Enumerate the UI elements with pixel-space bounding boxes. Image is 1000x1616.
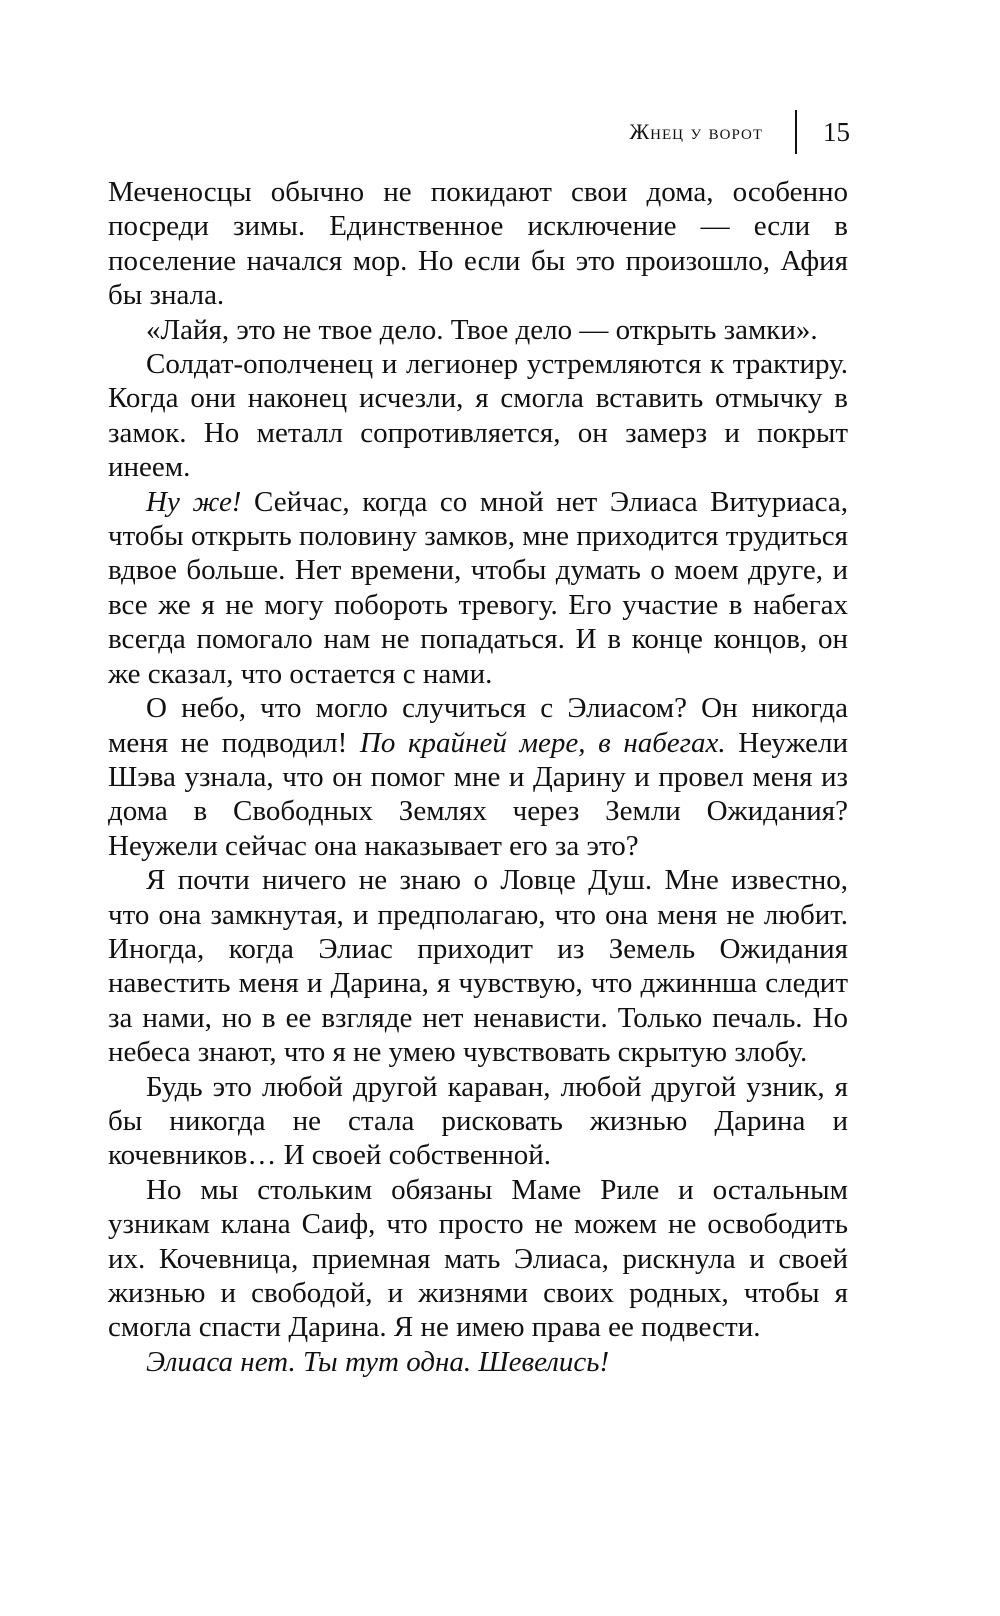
- paragraph: [108, 691, 848, 863]
- page-number: 15: [823, 116, 850, 147]
- paragraph-text: Будь это любой другой караван, любой другой узник, я бы никогда не стала рисковать жизнью Дарина и кочевников… И своей собственной.: [108, 1070, 848, 1172]
- paragraph: [108, 485, 848, 691]
- paragraph-text: Меченосцы обычно не покидают свои дома, особенно посреди зимы. Единственное исключение — если в поселение начался мор. Но если бы это произошло, Афия бы знала.: [108, 176, 848, 312]
- paragraph-text: «Лайя, это не твое дело. Твое дело — открыть замки».: [146, 313, 818, 346]
- paragraph: [108, 175, 848, 313]
- body-text: [108, 175, 848, 1379]
- paragraph: [108, 1345, 848, 1379]
- paragraph-text: Сейчас, когда со мной нет Элиаса Витуриаса, чтобы открыть половину замков, мне приходится трудиться вдвое больше. Нет времени, чтобы думать о моем друге, и все же я не могу побороть тревогу. Его участие в набегах всегда помогало нам не попадаться. И в конце концов, он же сказал, что остается с нами.: [108, 485, 848, 690]
- paragraph-text: Но мы стольким обязаны Маме Риле и остальным узникам клана Саиф, что просто не можем не освободить их. Кочевница, приемная мать Элиаса, рискнула и своей жизнью и свободой, и жизнями своих родных, чтобы я смогла спасти Дарина. Я не имею права ее подвести.: [108, 1173, 848, 1344]
- paragraph-text: Солдат-ополченец и легионер устремляются к трактиру. Когда они наконец исчезли, я смогла вставить отмычку в замок. Но металл сопротивляется, он замерз и покрыт инеем.: [108, 348, 848, 484]
- paragraph: [108, 863, 848, 1069]
- italic-phrase: Элиаса нет. Ты тут одна. Шевелись!: [146, 1345, 610, 1378]
- paragraph-text: О небо, что могло случиться с Элиасом? Он никогда меня не подводил!: [108, 692, 848, 759]
- paragraph-text: Я почти ничего не знаю о Ловце Душ. Мне известно, что она замкнутая, и предполагаю, что она меня не любит. Иногда, когда Элиас приходит из Земель Ожидания навестить меня и Дарина, я чувствую, что джиннша следит за нами, но в ее взгляде нет ненависти. Только печаль. Но небеса знают, что я не умею чувствовать скрытую злобу.: [108, 864, 848, 1069]
- running-title: Жнец у ворот: [629, 119, 763, 144]
- paragraph: [108, 313, 848, 347]
- italic-phrase: По крайней мере, в набегах.: [359, 726, 726, 759]
- header-divider: [795, 110, 797, 154]
- paragraph: [108, 1070, 848, 1173]
- paragraph: [108, 347, 848, 485]
- italic-phrase: Ну же!: [146, 485, 242, 518]
- running-header: [629, 110, 850, 154]
- paragraph-text: Неужели Шэва узнала, что он помог мне и Дарину и провел меня из дома в Свободных Землях через Земли Ожидания? Неужели сейчас она наказывает его за это?: [108, 726, 848, 862]
- paragraph: [108, 1173, 848, 1345]
